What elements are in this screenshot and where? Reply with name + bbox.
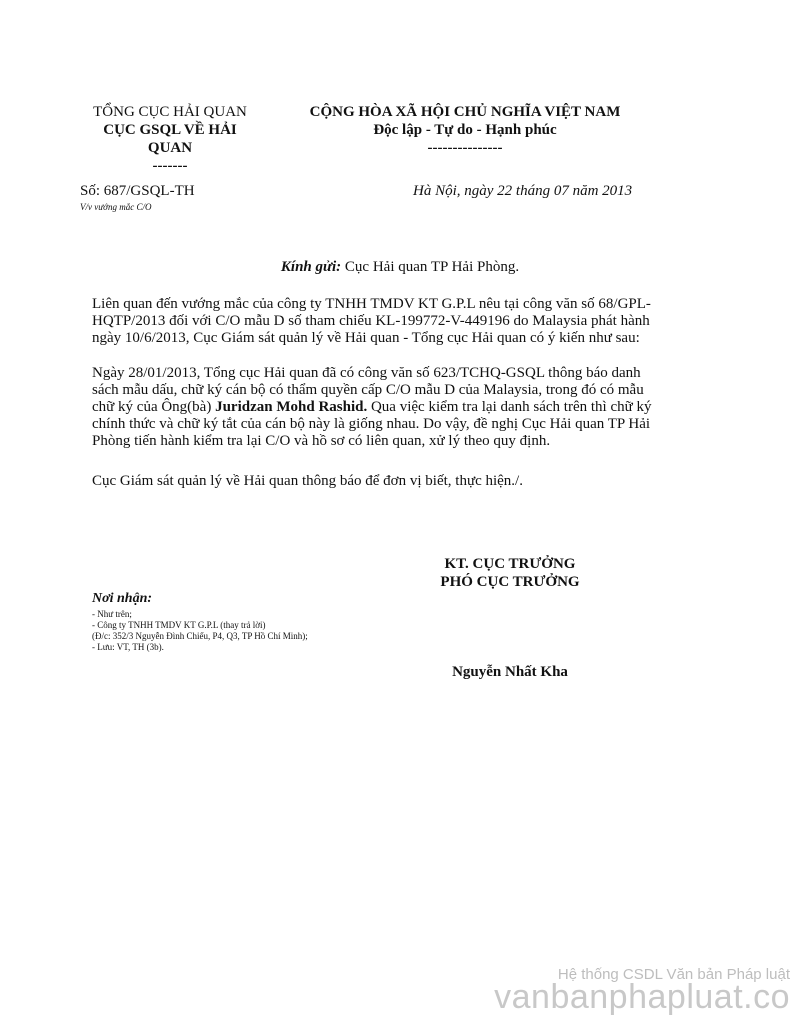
recipient-label: Kính gửi: [280,259,342,275]
national-motto [295,103,635,157]
org-rule: ------- [152,158,188,174]
issuing-authority [80,103,260,175]
body-paragraph-2 [92,365,652,450]
list-item: - Công ty TNHH TMDV KT G.P.L (thay trả lời) [92,620,266,630]
recipients-list [92,609,308,653]
document-subject: V/v vướng mắc C/O [80,202,152,212]
para2-text-start: Ngày 28/01/2013, Tổng cục Hải quan đã có công văn số 623/TCHQ-GSQL thông báo danh sách mẫu dấu, chữ ký cán bộ có thẩm quyền cấp C/O mẫu D của Malaysia, trong đó có mẫu chữ ký của Ông(bà) [92,365,644,415]
nation-rule: --------------- [427,140,503,156]
recipient-name: Cục Hải quan TP Hải Phòng. [344,259,520,275]
para2-text-end: Qua việc kiểm tra lại danh sách trên thì chữ ký chính thức và chữ ký tắt của cán bộ này là giống nhau. Do vậy, đề nghị Cục Hải quan TP Hải Phòng tiến hành kiểm tra lại C/O và hồ sơ có liên quan, xử lý theo quy định. [92,399,652,449]
body-paragraph-3: Cục Giám sát quản lý về Hải quan thông báo để đơn vị biết, thực hiện./. [92,473,523,489]
watermark-site: vanbanphapluat.co [494,978,790,1016]
org-unit-line1: CỤC GSQL VỀ HẢI [103,122,237,138]
recipient-line [80,259,720,276]
nation-motto: Độc lập - Tự do - Hạnh phúc [373,122,557,138]
body-paragraph-1: Liên quan đến vướng mắc của công ty TNHH TMDV KT G.P.L nêu tại công văn số 68/GPL-HQTP/2013 đối với C/O mẫu D số tham chiếu KL-199772-V-449196 do Malaysia phát hành ngày 10/6/2013, Cục Giám sát quản lý về Hải quan - Tổng cục Hải quan có ý kiến như sau: [92,296,651,346]
signature-title-line1: KT. CỤC TRƯỞNG [444,556,576,572]
signature-title [380,555,640,591]
signer-name: Nguyễn Nhất Kha [452,664,568,680]
signature-title-line2: PHÓ CỤC TRƯỞNG [440,574,580,590]
org-parent: TỔNG CỤC HẢI QUAN [93,104,247,120]
org-unit-line2: QUAN [147,140,193,156]
list-item: - Lưu: VT, TH (3b). [92,642,164,652]
watermark-caption: Hệ thống CSDL Văn bản Pháp luật [557,966,790,983]
recipients-heading: Nơi nhận: [92,591,153,606]
list-item: - Như trên; [92,609,132,619]
place-date: Hà Nội, ngày 22 tháng 07 năm 2013 [413,183,633,199]
signatory-name-bold: Juridzan Mohd Rashid. [215,399,368,415]
nation-title: CỘNG HÒA XÃ HỘI CHỦ NGHĨA VIỆT NAM [309,104,621,120]
list-item: (Đ/c: 352/3 Nguyễn Đình Chiểu, P4, Q3, TP Hồ Chí Minh); [92,631,308,641]
document-number: Số: 687/GSQL-TH [80,183,195,199]
